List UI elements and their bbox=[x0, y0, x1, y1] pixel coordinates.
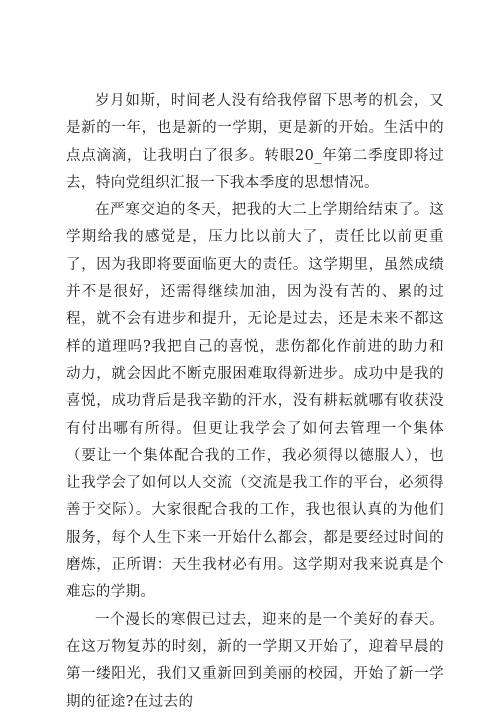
paragraph: 岁月如斯，时间老人没有给我停留下思考的机会，又是新的一年，也是新的一学期，更是新的开始。生活中的点点滴滴，让我明白了很多。转眼20_年第二季度即将过去，特向党组织汇报一下我本季度的思想情况。 bbox=[66, 93, 444, 191]
paragraph: 在严寒交迫的冬天，把我的大二上学期给结束了。这学期给我的感觉是，压力比以前大了，责任比以前更重了，因为我即将要面临更大的责任。这学期里，虽然成绩并不是很好，还需得继续加油，因为没有苦的、累的过程，就不会有进步和提升，无论是过去，还是未来不都这样的道理吗?我把自己的喜悦，悲伤都化作前进的助力和动力，就会因此不断克服困难取得新进步。成功中是我的喜悦，成功背后是我辛勤的汗水，没有耕耘就哪有收获没有付出哪有所得。但更让我学会了如何去管理一个集体（要让一个集体配合我的工作，我必须得以德服人），也让我学会了如何以人交流（交流是我工作的平台，必须得善于交际）。大家很配合我的工作，我也很认真的为他们服务，每个人生下来一开始什么都会，都是要经过时间的磨炼，正所谓：天生我材必有用。这学期对我来说真是个难忘的学期。 bbox=[66, 202, 444, 601]
paragraph: 一个漫长的寒假已过去，迎来的是一个美好的春天。在这万物复苏的时刻，新的一学期又开始了，迎着早晨的第一缕阳光，我们又重新回到美丽的校园，开始了新一学期的征途?在过去的 bbox=[66, 611, 444, 710]
document-body bbox=[66, 88, 444, 716]
